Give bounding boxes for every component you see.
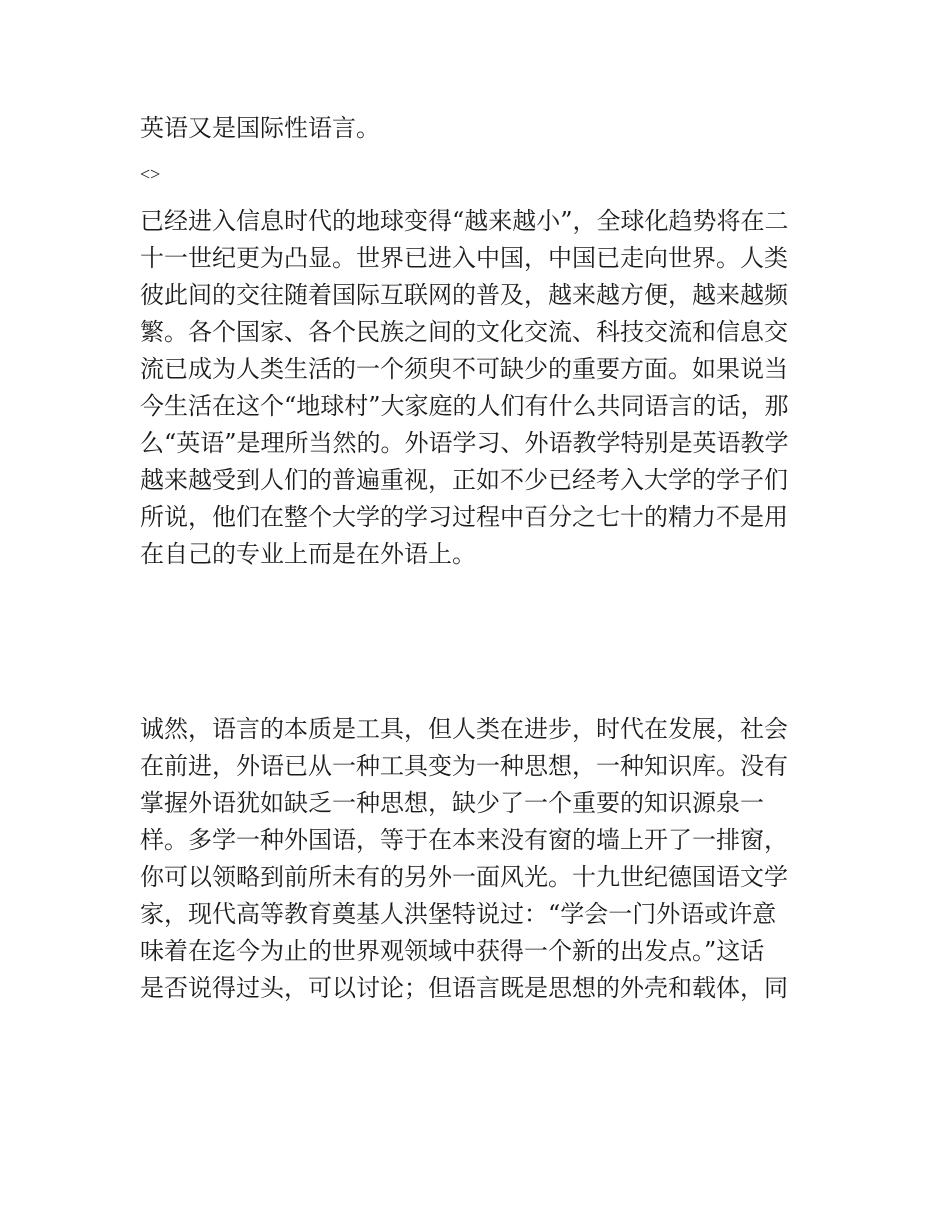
text-line: 十一世纪更为凸显。世界已进入中国，中国已走向世界。人类 [140,244,788,272]
text-line: 在前进，外语已从一种工具变为一种思想，一种知识库。没有 [140,752,788,780]
text-line: 掌握外语犹如缺乏一种思想，缺少了一个重要的知识源泉一 [140,789,764,817]
text-line: 你可以领略到前所未有的另外一面风光。十九世纪德国语文学 [140,863,788,891]
text-line: 繁。各个国家、各个民族之间的文化交流、科技交流和信息交 [140,318,788,346]
text-line: 越来越受到人们的普遍重视，正如不少已经考入大学的学子们 [140,466,788,494]
paragraph-2 [140,711,812,1007]
text-line: 是否说得过头，可以讨论；但语言既是思想的外壳和载体，同 [140,974,788,1002]
empty-tag-marker: <> [140,164,161,184]
text-line: 今生活在这个“地球村”大家庭的人们有什么共同语言的话，那 [140,392,789,420]
text-line: 彼此间的交往随着国际互联网的普及，越来越方便，越来越频 [140,281,788,309]
text-line: 流已成为人类生活的一个须臾不可缺少的重要方面。如果说当 [140,355,788,383]
text-line: 英语又是国际性语言。 [140,114,380,142]
text-line: 样。多学一种外国语，等于在本来没有窗的墙上开了一排窗， [140,826,788,854]
text-line: 家，现代高等教育奠基人洪堡特说过：“学会一门外语或许意 [140,900,777,928]
text-line: 味着在迄今为止的世界观领域中获得一个新的出发点。”这话 [140,937,765,965]
paragraph-1 [140,203,812,573]
text-line: 诚然，语言的本质是工具，但人类在进步，时代在发展，社会 [140,715,788,743]
text-line: 么“英语”是理所当然的。外语学习、外语教学特别是英语教学 [140,429,789,457]
text-line: 已经进入信息时代的地球变得“越来越小”，全球化趋势将在二 [140,207,789,235]
intro-line [140,110,812,147]
text-line: 在自己的专业上而是在外语上。 [140,540,476,568]
text-line: 所说，他们在整个大学的学习过程中百分之七十的精力不是用 [140,503,788,531]
